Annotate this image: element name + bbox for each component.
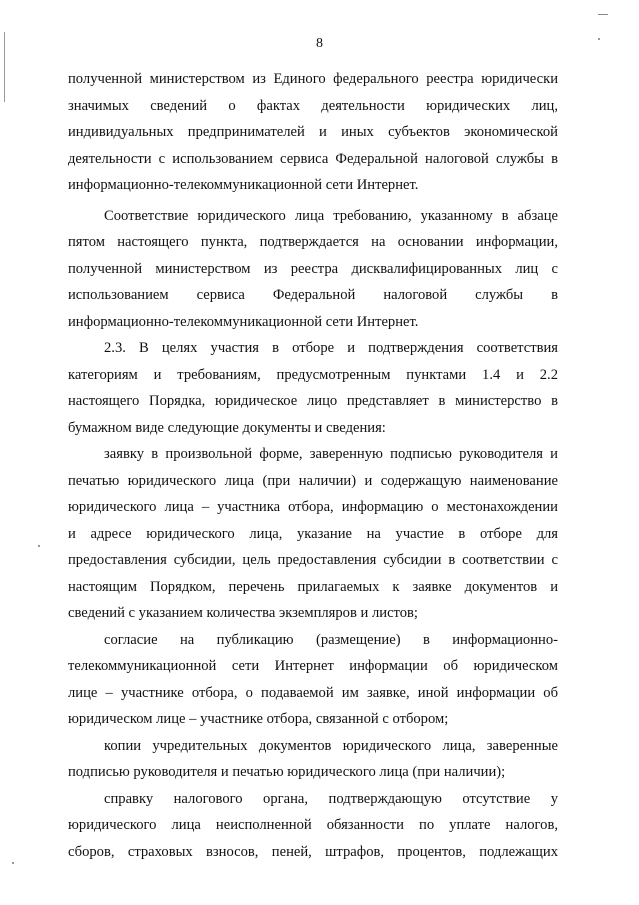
text-line: полученной министерством из реестра дисквалифицированных лиц с — [68, 260, 558, 277]
text-line: телекоммуникационной сети Интернет информации об юридическом — [68, 658, 558, 674]
text-line: юридического лица неисполненной обязанности по уплате налогов, — [68, 817, 558, 833]
text-line: настоящего Порядка, юридическое лицо представляет в министерство в — [68, 393, 558, 409]
text-line: информационно-телекоммуникационной сети Интернет. — [68, 177, 419, 193]
text-line: печатью юридического лица (при наличии) и содержащую наименование — [68, 472, 558, 489]
text-line: значимых сведений о фактах деятельности юридических лиц, — [68, 97, 558, 114]
text-line: использованием сервиса Федеральной налоговой службы в — [68, 287, 558, 303]
text-line: лице – участнике отбора, о подаваемой им заявке, иной информации об — [68, 684, 558, 701]
scan-speck — [12, 862, 14, 864]
text-line: пятом настоящего пункта, подтверждается на основании информации, — [68, 234, 558, 250]
text-line: Соответствие юридического лица требованию, указанному в абзаце — [104, 207, 558, 224]
text-line: сведений с указанием количества экземпляров и листов; — [68, 605, 418, 621]
text-line: полученной министерством из Единого федерального реестра юридически — [68, 71, 558, 87]
text-line: настоящим Порядком, перечень прилагаемых к заявке документов и — [68, 578, 558, 595]
text-line: подписью руководителя и печатью юридического лица (при наличии); — [68, 764, 506, 780]
text-line: заявку в произвольной форме, заверенную подписью руководителя и — [104, 446, 558, 462]
scan-corner-mark — [598, 14, 608, 15]
text-line: бумажном виде следующие документы и сведения: — [68, 419, 386, 436]
paragraph — [68, 627, 558, 733]
text-line: деятельности с использованием сервиса Федеральной налоговой службы в — [68, 150, 558, 167]
text-line: копии учредительных документов юридического лица, заверенные — [104, 737, 558, 754]
scan-speck — [38, 545, 40, 547]
text-line: согласие на публикацию (размещение) в информационно- — [104, 631, 558, 648]
paragraph — [68, 786, 558, 866]
text-line: юридического лица – участника отбора, информацию о местонахождении — [68, 499, 558, 515]
text-line: справку налогового органа, подтверждающую отсутствие у — [104, 790, 558, 807]
text-line: и адресе юридического лица, указание на участие в отборе для — [68, 525, 558, 542]
document-body — [68, 66, 558, 865]
text-line: индивидуальных предпринимателей и иных субъектов экономической — [68, 124, 558, 140]
text-line: 2.3. В целях участия в отборе и подтверждения соответствия — [104, 340, 558, 356]
text-line: предоставления субсидии, цель предоставления субсидии в соответствии с — [68, 552, 558, 568]
paragraph — [68, 203, 558, 336]
paragraph — [68, 441, 558, 627]
text-line: сборов, страховых взносов, пеней, штрафов, процентов, подлежащих — [68, 843, 558, 860]
page-number: 8 — [316, 36, 323, 51]
text-line: категориям и требованиям, предусмотренным пунктами 1.4 и 2.2 — [68, 366, 558, 383]
paragraph — [68, 733, 558, 786]
text-line: информационно-телекоммуникационной сети Интернет. — [68, 313, 419, 330]
paragraph — [68, 66, 558, 199]
paragraph — [68, 335, 558, 441]
text-line: юридическом лице – участнике отбора, связанной с отбором; — [68, 711, 449, 727]
